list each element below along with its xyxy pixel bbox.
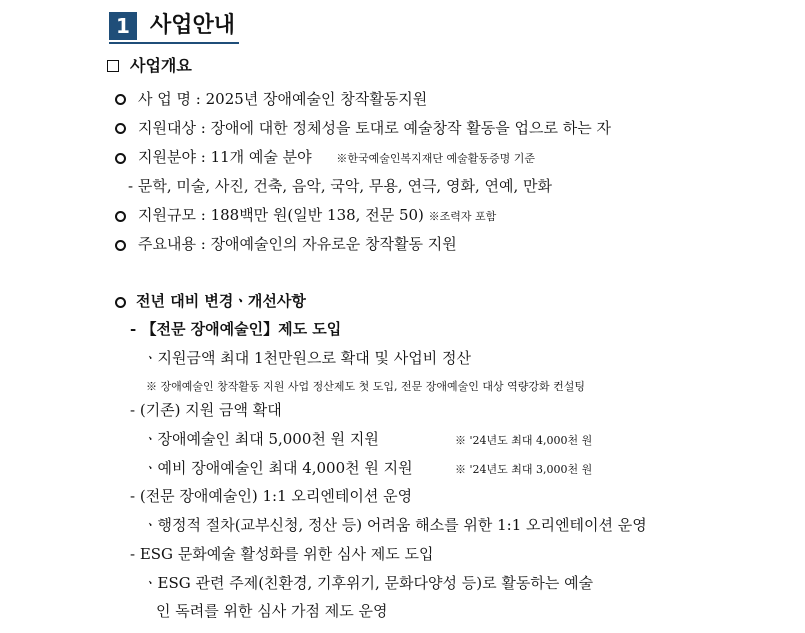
section-underline: [109, 42, 239, 44]
change-item-title: - ESG 문화예술 활성화를 위한 심사 제도 도입: [130, 545, 434, 563]
overview-note: ※한국예술인복지재단 예술활동증명 기준: [336, 152, 536, 165]
change-item-title: - (기존) 지원 금액 확대: [130, 401, 282, 419]
overview-label: 지원분야: [138, 148, 196, 166]
change-item-title: - 【전문 장애예술인】제도 도입: [130, 320, 342, 338]
circle-bullet-icon: [115, 211, 126, 222]
section-number: 1: [109, 12, 137, 40]
overview-row-field: 지원분야 : 11개 예술 분야 ※한국예술인복지재단 예술활동증명 기준: [138, 148, 536, 166]
overview-note: ※조력자 포함: [428, 210, 497, 223]
overview-value: 188백만 원(일반 138, 전문 50): [210, 206, 424, 224]
overview-row-scale: 지원규모 : 188백만 원(일반 138, 전문 50) ※조력자 포함: [138, 206, 497, 224]
overview-value: 장애예술인의 자유로운 창작활동 지원: [210, 235, 457, 253]
circle-bullet-icon: [115, 297, 126, 308]
circle-bullet-icon: [115, 94, 126, 105]
overview-label: 지원규모: [138, 206, 196, 224]
section-title: 사업안내: [150, 13, 236, 38]
circle-bullet-icon: [115, 153, 126, 164]
changes-heading: 전년 대비 변경ㆍ개선사항: [136, 292, 306, 310]
overview-heading: 사업개요: [130, 56, 192, 75]
overview-label: 주요내용: [138, 235, 196, 253]
overview-row-target: 지원대상 : 장애에 대한 정체성을 토대로 예술창작 활동을 업으로 하는 자: [138, 119, 611, 137]
overview-label: 지원대상: [138, 119, 196, 137]
overview-value: 2025년 장애예술인 창작활동지원: [205, 90, 428, 108]
overview-value: 장애에 대한 정체성을 토대로 예술창작 활동을 업으로 하는 자: [210, 119, 611, 137]
overview-row-name: 사 업 명 : 2025년 장애예술인 창작활동지원: [138, 90, 428, 108]
overview-row-field-list: - 문학, 미술, 사진, 건축, 음악, 국악, 무용, 연극, 영화, 연예, 만화: [128, 177, 552, 195]
checkbox-square-icon: [107, 60, 119, 72]
change-item-note: ※ '24년도 최대 4,000천 원: [455, 434, 593, 447]
overview-value: 11개 예술 분야: [210, 148, 312, 166]
change-item-bullet: ㆍ행정적 절차(교부신청, 정산 등) 어려움 해소를 위한 1:1 오리엔테이션 운영: [143, 516, 647, 534]
circle-bullet-icon: [115, 240, 126, 251]
change-item-bullet: ㆍESG 관련 주제(친환경, 기후위기, 문화다양성 등)로 활동하는 예술: [143, 574, 594, 592]
overview-row-content: 주요내용 : 장애예술인의 자유로운 창작활동 지원: [138, 235, 457, 253]
change-item-note: ※ '24년도 최대 3,000천 원: [455, 463, 593, 476]
change-item-bullet: ㆍ장애예술인 최대 5,000천 원 지원: [143, 430, 379, 448]
change-item-bullet: ㆍ예비 장애예술인 최대 4,000천 원 지원: [143, 459, 413, 477]
change-item-bullet-continued: 인 독려를 위한 심사 가점 제도 운영: [156, 602, 388, 620]
change-item-bullet: ㆍ지원금액 최대 1천만원으로 확대 및 사업비 정산: [143, 349, 471, 367]
overview-label: 사 업 명: [138, 90, 192, 108]
change-item-note: ※ 장애예술인 창작활동 지원 사업 정산제도 첫 도입, 전문 장애예술인 대상 역량강화 컨설팅: [146, 380, 585, 393]
circle-bullet-icon: [115, 123, 126, 134]
change-item-title: - (전문 장애예술인) 1:1 오리엔테이션 운영: [130, 487, 413, 505]
